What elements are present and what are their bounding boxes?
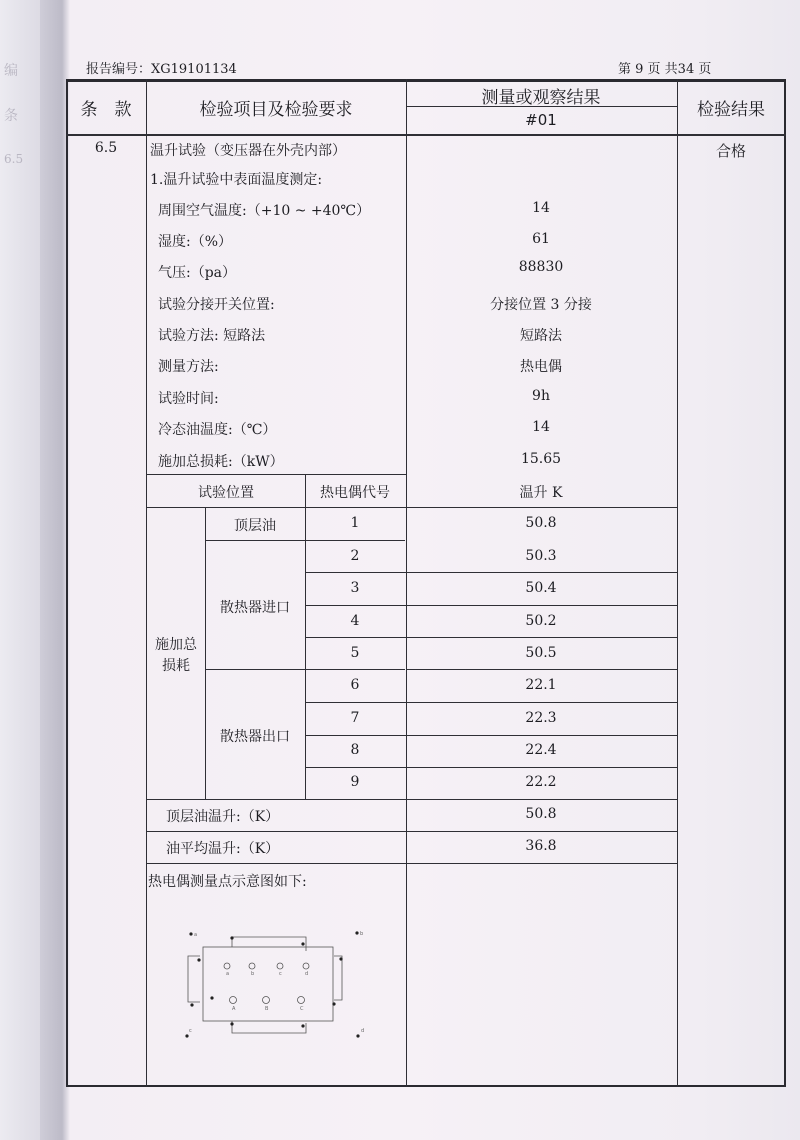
temp-rise-value: 50.3 [525, 548, 557, 564]
thermocouple-code: 8 [350, 742, 360, 758]
col-test-position: 试验位置 [198, 485, 254, 501]
thermocouple-code: 5 [350, 645, 360, 661]
param-value: 61 [532, 231, 550, 247]
report-number: 报告编号：XG19101134 [86, 62, 237, 77]
grid-line [66, 134, 786, 136]
param-label: 湿度:（%） [158, 234, 233, 250]
header-sample-id: #01 [525, 111, 557, 129]
avg-oil-rise-value: 36.8 [525, 838, 557, 854]
thermocouple-code: 4 [350, 613, 360, 629]
grid-line [406, 702, 677, 703]
param-value: 9h [532, 388, 550, 404]
param-value: 14 [532, 419, 550, 435]
thermocouple-code: 3 [350, 580, 360, 596]
param-label: 气压:（pa） [158, 265, 237, 281]
svg-text:A: A [232, 1006, 236, 1012]
grid-line [406, 79, 407, 1087]
svg-text:b: b [251, 971, 255, 977]
location-radiator-inlet: 散热器进口 [220, 600, 290, 616]
temp-rise-value: 22.2 [525, 774, 557, 790]
temp-rise-value: 22.1 [525, 677, 557, 693]
param-label: 施加总损耗:（kW） [158, 454, 284, 470]
thermocouple-code: 2 [350, 548, 360, 564]
temp-rise-value: 22.4 [525, 742, 557, 758]
header-results: 测量或观察结果 [481, 88, 601, 108]
header-items: 检验项目及检验要求 [199, 100, 353, 120]
temp-rise-value: 22.3 [525, 710, 557, 726]
grid-line [205, 540, 405, 541]
grid-line [406, 572, 677, 573]
svg-text:a: a [194, 932, 198, 938]
grid-line [146, 863, 677, 864]
svg-text:b: b [360, 931, 364, 937]
grid-line [146, 474, 406, 475]
section-subtitle: 1.温升试验中表面温度测定: [150, 172, 323, 188]
param-value: 15.65 [520, 451, 562, 467]
grid-line [305, 767, 406, 768]
grid-line [406, 767, 677, 768]
clause-number: 6.5 [94, 140, 118, 156]
svg-text:c: c [279, 971, 282, 977]
svg-text:a: a [226, 971, 230, 977]
grid-line [146, 79, 147, 1087]
temp-rise-value: 50.2 [525, 613, 557, 629]
grid-line [205, 669, 405, 670]
grid-line [205, 507, 206, 799]
grid-line [406, 605, 677, 606]
header-clause: 条 款 [80, 100, 132, 120]
col-temp-rise: 温升 K [519, 485, 563, 501]
grid-line [305, 735, 406, 736]
grid-line [146, 507, 677, 508]
svg-text:c: c [189, 1028, 192, 1034]
header-verdict: 检验结果 [697, 100, 765, 120]
ghost-text: 编 [4, 63, 18, 79]
param-label: 冷态油温度:（℃） [158, 422, 277, 438]
grid-line [406, 831, 677, 832]
top-oil-rise-value: 50.8 [525, 806, 557, 822]
previous-page-edge [0, 0, 40, 1140]
grid-line [305, 637, 406, 638]
temp-rise-value: 50.8 [525, 515, 557, 531]
param-label: 周围空气温度:（+10 ~ +40℃） [158, 203, 371, 219]
thermocouple-code: 7 [350, 710, 360, 726]
grid-line [406, 669, 677, 670]
verdict-pass: 合格 [715, 142, 747, 160]
param-label: 试验分接开关位置: [158, 297, 275, 313]
grid-line [305, 702, 406, 703]
grid-line [305, 605, 406, 606]
param-label: 测量方法: [158, 359, 219, 375]
avg-oil-rise-label: 油平均温升:（K） [166, 841, 280, 857]
grid-line [406, 799, 677, 800]
grid-line [146, 831, 406, 832]
thermocouple-layout-diagram [180, 920, 370, 1040]
svg-text:B: B [265, 1006, 269, 1012]
param-value: 14 [532, 200, 550, 216]
svg-text:d: d [305, 971, 309, 977]
top-oil-rise-label: 顶层油温升:（K） [166, 809, 280, 825]
col-thermocouple-code: 热电偶代号 [320, 485, 390, 501]
grid-line [677, 79, 678, 1087]
location-radiator-outlet: 散热器出口 [220, 729, 290, 745]
param-value: 热电偶 [520, 359, 562, 375]
grid-line [406, 637, 677, 638]
grid-line [305, 572, 406, 573]
grid-line [146, 799, 406, 800]
temp-rise-value: 50.4 [525, 580, 557, 596]
ghost-text: 条 [4, 108, 18, 124]
ghost-text: 6.5 [4, 152, 24, 166]
group-label-line2: 损耗 [162, 658, 190, 674]
diagram-caption: 热电偶测量点示意图如下: [148, 874, 307, 890]
group-label-line1: 施加总 [155, 637, 197, 653]
param-label: 试验时间: [158, 391, 219, 407]
grid-line [406, 735, 677, 736]
param-value: 短路法 [520, 328, 562, 344]
param-label: 试验方法: 短路法 [158, 328, 266, 344]
svg-text:d: d [361, 1028, 365, 1034]
page-info: 第 9 页 共34 页 [618, 62, 712, 77]
svg-text:C: C [300, 1006, 304, 1012]
param-value: 分接位置 3 分接 [490, 297, 592, 313]
section-title: 温升试验（变压器在外壳内部） [150, 143, 346, 159]
param-value: 88830 [518, 259, 564, 275]
temp-rise-value: 50.5 [525, 645, 557, 661]
thermocouple-code: 9 [350, 774, 360, 790]
thermocouple-code: 1 [350, 515, 360, 531]
location-top-oil: 顶层油 [234, 518, 276, 534]
thermocouple-code: 6 [350, 677, 360, 693]
